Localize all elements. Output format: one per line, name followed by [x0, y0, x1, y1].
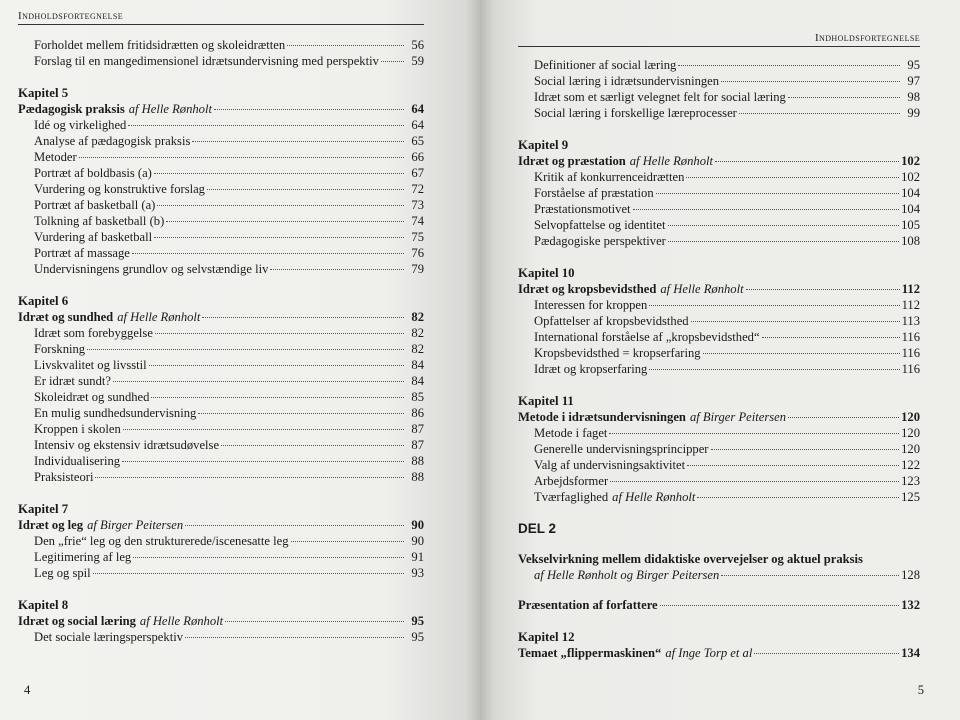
page-ref: 90	[411, 518, 424, 532]
entry-title: En mulig sundhedsundervisning	[34, 406, 197, 420]
entry-title: Det sociale læringsperspektiv	[34, 630, 183, 644]
entry-title: Portræt af boldbasis (a)	[34, 166, 152, 180]
entry-title: Kropsbevidsthed = kropserfaring	[534, 346, 701, 360]
page-ref: 120	[901, 410, 920, 424]
entry-title: Selvopfattelse og identitet	[534, 218, 666, 232]
page-ref: 113	[901, 314, 920, 328]
page-ref: 90	[411, 534, 424, 548]
toc-entry[interactable]	[18, 229, 424, 245]
chapter-label: Kapitel 12	[518, 630, 575, 644]
entry-title: Idræt og kropsbevidsthed	[518, 282, 657, 296]
toc-entry[interactable]	[18, 629, 424, 645]
chapter-title-entry[interactable]	[18, 101, 424, 117]
chapter-author: af Helle Rønholt	[660, 282, 744, 296]
entry-title: Tværfaglighed	[534, 490, 609, 504]
toc-entry[interactable]	[518, 57, 920, 73]
leader-dots	[198, 413, 404, 414]
entry-title: Vurdering af basketball	[34, 230, 153, 244]
page-number-right: 5	[917, 683, 924, 697]
page-ref: 105	[901, 218, 920, 232]
praesentation-entry[interactable]	[518, 597, 920, 613]
toc-entry[interactable]	[518, 297, 920, 313]
entry-title: Kroppen i skolen	[34, 422, 121, 436]
toc-entry[interactable]	[18, 565, 424, 581]
entry-title: Idræt og sundhed	[18, 310, 114, 324]
leader-dots	[202, 317, 404, 318]
toc-entry[interactable]	[18, 325, 424, 341]
leader-dots	[711, 449, 900, 450]
entry-title: Idræt og kropserfaring	[534, 362, 648, 376]
leader-dots	[668, 225, 900, 226]
entry-title: Idræt som forebyggelse	[34, 326, 153, 340]
leader-dots	[633, 209, 900, 210]
right-page	[480, 0, 960, 720]
toc-entry[interactable]	[518, 73, 920, 89]
toc-entry[interactable]	[18, 469, 424, 485]
leader-dots	[686, 177, 899, 178]
entry-title: Metode i idrætsundervisningen	[518, 410, 686, 424]
toc-entry[interactable]	[18, 213, 424, 229]
entry-title: Valg af undervisningsaktivitet	[534, 458, 686, 472]
leader-dots	[668, 241, 899, 242]
leader-dots	[185, 525, 404, 526]
toc-entry[interactable]	[18, 341, 424, 357]
entry-title: Analyse af pædagogisk praksis	[34, 134, 191, 148]
toc-entry[interactable]	[18, 549, 424, 565]
leader-dots	[157, 205, 404, 206]
chapter-title-entry[interactable]	[518, 281, 920, 297]
page-ref: 116	[901, 346, 920, 360]
leader-dots	[155, 333, 404, 334]
page-ref: 87	[411, 438, 424, 452]
leader-dots	[691, 321, 900, 322]
page-ref: 95	[411, 614, 424, 628]
chapter-label: Kapitel 5	[18, 86, 69, 100]
toc-entry[interactable]	[18, 453, 424, 469]
page-ref: 85	[411, 390, 424, 404]
page-ref: 123	[901, 474, 920, 488]
page-ref: 102	[901, 154, 920, 168]
toc-entry[interactable]	[518, 89, 920, 105]
page-ref: 59	[411, 54, 424, 68]
entry-title: Legitimering af leg	[34, 550, 132, 564]
toc-entry[interactable]	[518, 361, 920, 377]
chapter-title-entry[interactable]	[518, 153, 920, 169]
entry-title: Præsentation af forfattere	[518, 598, 658, 612]
chapter-title-entry[interactable]	[18, 613, 424, 629]
toc-entry[interactable]	[518, 313, 920, 329]
chapter-title-entry[interactable]	[18, 309, 424, 325]
leader-dots	[697, 497, 899, 498]
toc-entry[interactable]	[18, 373, 424, 389]
entry-title: Pædagogiske perspektiver	[534, 234, 666, 248]
toc-entry[interactable]	[18, 181, 424, 197]
entry-title: Kritik af konkurrenceidrætten	[534, 170, 685, 184]
page-ref: 99	[907, 106, 920, 120]
toc-entry[interactable]	[18, 149, 424, 165]
entry-title: Metoder	[34, 150, 77, 164]
continued-entries-right	[518, 57, 920, 121]
entry-title: Idræt og præstation	[518, 154, 626, 168]
chapter-author: af Helle Rønholt	[117, 310, 201, 324]
entry-title: Den „frie“ leg og den strukturerede/iscenesatte leg	[34, 534, 289, 548]
leader-dots	[154, 173, 404, 174]
leader-dots	[214, 109, 404, 110]
leader-dots	[132, 253, 404, 254]
entry-author: af Helle Rønholt og Birger Peitersen	[534, 568, 720, 582]
page-ref: 64	[411, 102, 424, 116]
page-ref: 87	[411, 422, 424, 436]
toc-entry[interactable]	[518, 345, 920, 361]
leader-dots	[788, 97, 900, 98]
chapter-label: Kapitel 11	[518, 394, 574, 408]
toc-entry[interactable]	[18, 357, 424, 373]
entry-title: Portræt af basketball (a)	[34, 198, 156, 212]
toc-entry[interactable]	[518, 425, 920, 441]
leader-dots	[95, 477, 404, 478]
page-ref: 74	[411, 214, 424, 228]
page-ref: 88	[411, 454, 424, 468]
leader-dots	[715, 161, 899, 162]
entry-title: Vurdering og konstruktive forslag	[34, 182, 205, 196]
page-ref: 88	[411, 470, 424, 484]
page-ref: 82	[411, 310, 424, 324]
chapter-label: Kapitel 10	[518, 266, 575, 280]
entry-title: Opfattelser af kropsbevidsthed	[534, 314, 689, 328]
page-ref: 108	[901, 234, 920, 248]
page-ref: 65	[411, 134, 424, 148]
toc-entry[interactable]	[18, 533, 424, 549]
toc-entry[interactable]	[18, 261, 424, 277]
entry-title: Forskning	[34, 342, 86, 356]
entry-title: Skoleidræt og sundhed	[34, 390, 150, 404]
toc-entry[interactable]	[18, 197, 424, 213]
toc-entry[interactable]	[518, 457, 920, 473]
leader-dots	[291, 541, 404, 542]
leader-dots	[185, 637, 404, 638]
entry-title: Temaet „flippermaskinen“	[518, 646, 662, 660]
page-ref: 95	[411, 630, 424, 644]
page-ref: 91	[411, 550, 424, 564]
page-ref: 112	[901, 298, 920, 312]
chapter-author: af Helle Rønholt	[128, 102, 212, 116]
leader-dots	[381, 61, 404, 62]
leader-dots	[746, 289, 900, 290]
entry-title: Social læring i forskellige læreprocesser	[534, 106, 737, 120]
chapter-author: af Helle Rønholt	[139, 614, 224, 628]
entry-title: Metode i faget	[534, 426, 608, 440]
chapter-label: Kapitel 6	[18, 294, 69, 308]
page-ref: 102	[901, 170, 920, 184]
page-ref: 66	[411, 150, 424, 164]
page-ref: 112	[901, 282, 920, 296]
page-ref: 97	[907, 74, 920, 88]
running-head-right: Indholdsfortegnelse	[518, 32, 920, 47]
page-ref: 104	[901, 202, 920, 216]
entry-title: Er idræt sundt?	[34, 374, 111, 388]
entry-title: Idræt og social læring	[18, 614, 136, 628]
page-ref: 125	[901, 490, 920, 504]
chapter-label: Kapitel 9	[518, 138, 569, 152]
entry-title: Praksisteori	[34, 470, 94, 484]
entry-title: Forslag til en mangedimensionel idrætsundervisning med perspektiv	[34, 54, 379, 68]
leader-dots	[151, 397, 404, 398]
entry-title: Undervisningens grundlov og selvstændige liv	[34, 262, 269, 276]
page-ref: 82	[411, 342, 424, 356]
leader-dots	[270, 269, 404, 270]
leader-dots	[610, 481, 899, 482]
toc-entry[interactable]	[518, 489, 920, 505]
leader-dots	[721, 81, 900, 82]
leader-dots	[133, 557, 404, 558]
leader-dots	[225, 621, 404, 622]
toc-entry[interactable]	[518, 473, 920, 489]
page-ref: 120	[901, 442, 920, 456]
leader-dots	[93, 573, 404, 574]
entry-title: International forståelse af „kropsbevidsthed“	[534, 330, 760, 344]
page-ref: 116	[901, 362, 920, 376]
leader-dots	[762, 337, 900, 338]
chapter-author: af Inge Torp et al	[665, 646, 753, 660]
entry-title: Arbejdsformer	[534, 474, 609, 488]
leader-dots	[721, 575, 899, 576]
page-ref: 84	[411, 374, 424, 388]
page-ref: 95	[907, 58, 920, 72]
leader-dots	[609, 433, 899, 434]
page-ref: 86	[411, 406, 424, 420]
leader-dots	[754, 653, 899, 654]
entry-title: Leg og spil	[34, 566, 91, 580]
page-ref: 84	[411, 358, 424, 372]
chapter-author: af Birger Peitersen	[87, 518, 184, 532]
toc-entry[interactable]	[18, 117, 424, 133]
page-ref: 67	[411, 166, 424, 180]
page-ref: 98	[907, 90, 920, 104]
entry-title: Idræt og leg	[18, 518, 84, 532]
toc-entry[interactable]	[518, 233, 920, 249]
page-ref: 72	[411, 182, 424, 196]
toc-entry[interactable]	[518, 217, 920, 233]
page-ref: 64	[411, 118, 424, 132]
page-ref: 128	[901, 568, 920, 582]
entry-title: Interessen for kroppen	[534, 298, 648, 312]
entry-title: Individualisering	[34, 454, 121, 468]
leader-dots	[113, 381, 404, 382]
leader-dots	[649, 369, 899, 370]
toc-entry[interactable]	[518, 105, 920, 121]
leader-dots	[678, 65, 900, 66]
entry-title: Idé og virkelighed	[34, 118, 127, 132]
chapter-title-entry[interactable]	[518, 409, 920, 425]
entry-title: Tolkning af basketball (b)	[34, 214, 165, 228]
leader-dots	[660, 605, 899, 606]
toc-entry[interactable]	[18, 165, 424, 181]
entry-title: Portræt af massage	[34, 246, 130, 260]
toc-entry[interactable]	[18, 37, 424, 53]
leader-dots	[87, 349, 404, 350]
leader-dots	[122, 461, 404, 462]
page-ref: 120	[901, 426, 920, 440]
toc-entry[interactable]	[18, 389, 424, 405]
toc-entry[interactable]	[18, 133, 424, 149]
page-ref: 116	[901, 330, 920, 344]
page-ref: 73	[411, 198, 424, 212]
toc-entry[interactable]	[18, 405, 424, 421]
page-ref: 79	[411, 262, 424, 276]
entry-title: Social læring i idrætsundervisningen	[534, 74, 720, 88]
leader-dots	[687, 465, 899, 466]
leader-dots	[166, 221, 404, 222]
chapter-author: af Birger Peitersen	[689, 410, 787, 424]
entry-title: Generelle undervisningsprincipper	[534, 442, 709, 456]
running-head-left: Indholdsfortegnelse	[18, 10, 424, 25]
entry-title: Pædagogisk praksis	[18, 102, 125, 116]
chapter-author: af Helle Rønholt	[629, 154, 713, 168]
page-ref: 76	[411, 246, 424, 260]
toc-entry[interactable]	[18, 245, 424, 261]
chapter-label: Kapitel 8	[18, 598, 69, 612]
page-ref: 132	[901, 598, 920, 612]
toc-entry[interactable]	[518, 169, 920, 185]
page-ref: 75	[411, 230, 424, 244]
entry-title: Idræt som et særligt velegnet felt for social læring	[534, 90, 786, 104]
leader-dots	[79, 157, 404, 158]
page-ref: 122	[901, 458, 920, 472]
entry-title: Forståelse af præstation	[534, 186, 654, 200]
chapter-title-entry[interactable]	[18, 517, 424, 533]
leader-dots	[703, 353, 900, 354]
entry-title: Forholdet mellem fritidsidrætten og skoleidrætten	[34, 38, 286, 52]
toc-entry[interactable]	[518, 201, 920, 217]
entry-author: af Helle Rønholt	[612, 490, 696, 504]
page-number-left: 4	[24, 683, 31, 697]
page-ref: 104	[901, 186, 920, 200]
leader-dots	[221, 445, 404, 446]
leader-dots	[739, 113, 900, 114]
toc-entry[interactable]	[518, 329, 920, 345]
leader-dots	[154, 237, 404, 238]
toc-entry[interactable]	[18, 53, 424, 69]
part-heading: DEL 2	[518, 521, 557, 536]
entry-title: Livskvalitet og livsstil	[34, 358, 147, 372]
toc-entry[interactable]	[18, 437, 424, 453]
toc-entry[interactable]	[18, 421, 424, 437]
page-ref: 56	[411, 38, 424, 52]
page-ref: 93	[411, 566, 424, 580]
leader-dots	[128, 125, 404, 126]
leader-dots	[287, 45, 404, 46]
toc-entry[interactable]	[518, 185, 920, 201]
page-ref: 134	[901, 646, 920, 660]
vekselvirkning-entry[interactable]: Vekselvirkning mellem didaktiske overvejelser og aktuel praksis af Helle Rønholt og Birger Peitersen 128	[518, 552, 920, 582]
entry-title: Præstationsmotivet	[534, 202, 631, 216]
leader-dots	[149, 365, 404, 366]
continued-entries-left	[18, 37, 424, 69]
leader-dots	[788, 417, 899, 418]
page-ref: 82	[411, 326, 424, 340]
leader-dots	[123, 429, 404, 430]
leader-dots	[656, 193, 899, 194]
entry-title: Definitioner af social læring	[534, 58, 677, 72]
leader-dots	[649, 305, 899, 306]
chapter-label: Kapitel 7	[18, 502, 69, 516]
entry-title: Intensiv og ekstensiv idrætsudøvelse	[34, 438, 220, 452]
leader-dots	[207, 189, 404, 190]
leader-dots	[192, 141, 404, 142]
toc-entry[interactable]	[518, 441, 920, 457]
chapter-title-entry[interactable]	[518, 645, 920, 661]
